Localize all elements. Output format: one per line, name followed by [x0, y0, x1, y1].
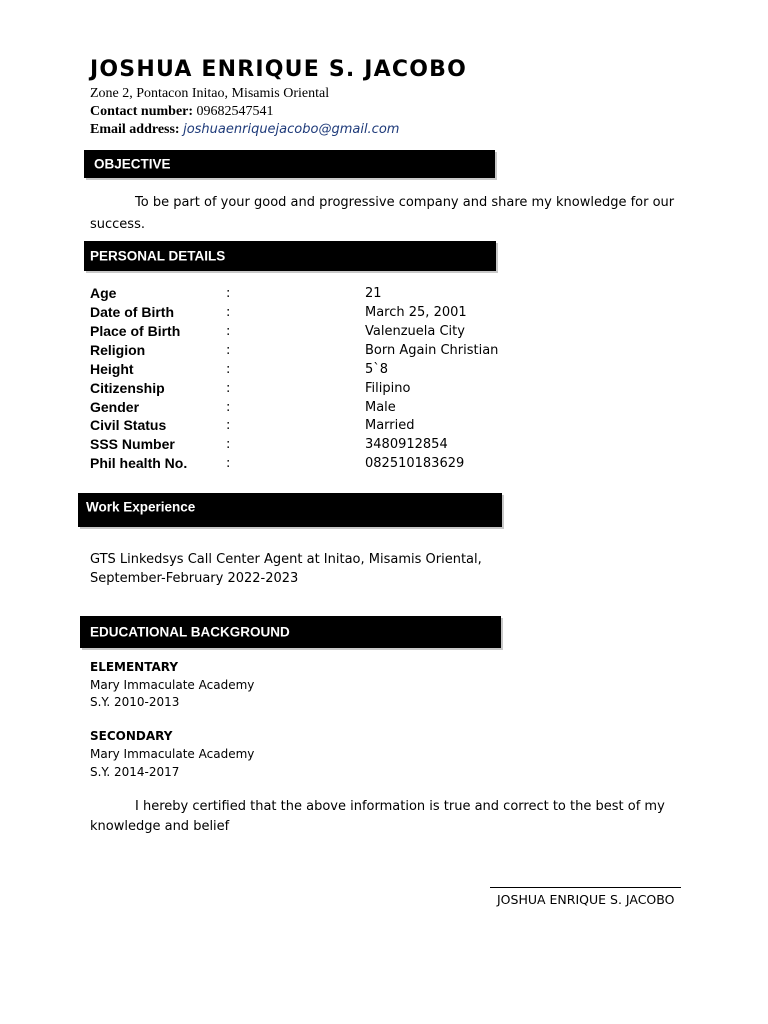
elementary-year: S.Y. 2010-2013 [90, 695, 180, 709]
detail-value-citizenship: Filipino [365, 381, 411, 396]
detail-value-height: 5`8 [365, 362, 389, 377]
educational-background-section-header [80, 616, 501, 648]
personal-details-heading: PERSONAL DETAILS [90, 248, 226, 264]
work-experience-heading: Work Experience [86, 499, 196, 515]
detail-colon: : [226, 418, 231, 433]
detail-value-place-of-birth: Valenzuela City [365, 324, 465, 339]
contact-value: 09682547541 [196, 104, 274, 119]
secondary-level: SECONDARY [90, 729, 173, 743]
address: Zone 2, Pontacon Initao, Misamis Oriental [90, 86, 330, 101]
detail-value-philhealth-no: 082510183629 [365, 456, 465, 471]
email-line [90, 122, 399, 138]
applicant-name: JOSHUA ENRIQUE S. JACOBO [90, 57, 468, 82]
elementary-school: Mary Immaculate Academy [90, 678, 255, 692]
detail-label-civil-status: Civil Status [90, 417, 167, 433]
email-link[interactable]: joshuaenriquejacobo@gmail.com [183, 122, 400, 137]
detail-colon: : [226, 381, 231, 396]
detail-label-age: Age [90, 285, 117, 301]
detail-label-citizenship: Citizenship [90, 380, 165, 396]
detail-colon: : [226, 456, 231, 471]
email-label: Email address: [90, 122, 180, 137]
detail-value-religion: Born Again Christian [365, 343, 499, 358]
detail-label-gender: Gender [90, 399, 140, 415]
signature-name: JOSHUA ENRIQUE S. JACOBO [497, 892, 675, 907]
personal-details-section-header [84, 241, 496, 271]
detail-value-age: 21 [365, 286, 382, 301]
detail-colon: : [226, 400, 231, 415]
elementary-level: ELEMENTARY [90, 660, 179, 674]
detail-value-gender: Male [365, 400, 396, 415]
detail-colon: : [226, 343, 231, 358]
objective-heading: OBJECTIVE [94, 156, 171, 172]
detail-value-sss-number: 3480912854 [365, 437, 448, 452]
signature-line [490, 887, 681, 888]
work-experience-line1: GTS Linkedsys Call Center Agent at Initao, Misamis Oriental, [90, 552, 482, 567]
detail-value-date-of-birth: March 25, 2001 [365, 305, 467, 320]
detail-label-date-of-birth: Date of Birth [90, 304, 174, 320]
detail-colon: : [226, 305, 231, 320]
secondary-year: S.Y. 2014-2017 [90, 765, 180, 779]
objective-section-header [84, 150, 495, 178]
detail-label-place-of-birth: Place of Birth [90, 323, 181, 339]
detail-value-civil-status: Married [365, 418, 415, 433]
objective-text-line1: To be part of your good and progressive company and share my knowledge for our [135, 195, 675, 210]
certification-line1: I hereby certified that the above information is true and correct to the best of my [135, 799, 665, 814]
detail-colon: : [226, 437, 231, 452]
detail-colon: : [226, 324, 231, 339]
contact-label: Contact number: [90, 104, 194, 119]
detail-colon: : [226, 362, 231, 377]
detail-label-height: Height [90, 361, 134, 377]
objective-text-line2: success. [90, 217, 145, 232]
detail-colon: : [226, 286, 231, 301]
detail-label-sss-number: SSS Number [90, 436, 175, 452]
detail-label-philhealth-no: Phil health No. [90, 455, 188, 471]
work-experience-line2: September-February 2022-2023 [90, 571, 299, 586]
secondary-school: Mary Immaculate Academy [90, 747, 255, 761]
educational-background-heading: EDUCATIONAL BACKGROUND [90, 624, 290, 640]
detail-label-religion: Religion [90, 342, 146, 358]
work-experience-section-header [78, 493, 502, 527]
contact-line [90, 104, 274, 120]
certification-line2: knowledge and belief [90, 819, 230, 834]
